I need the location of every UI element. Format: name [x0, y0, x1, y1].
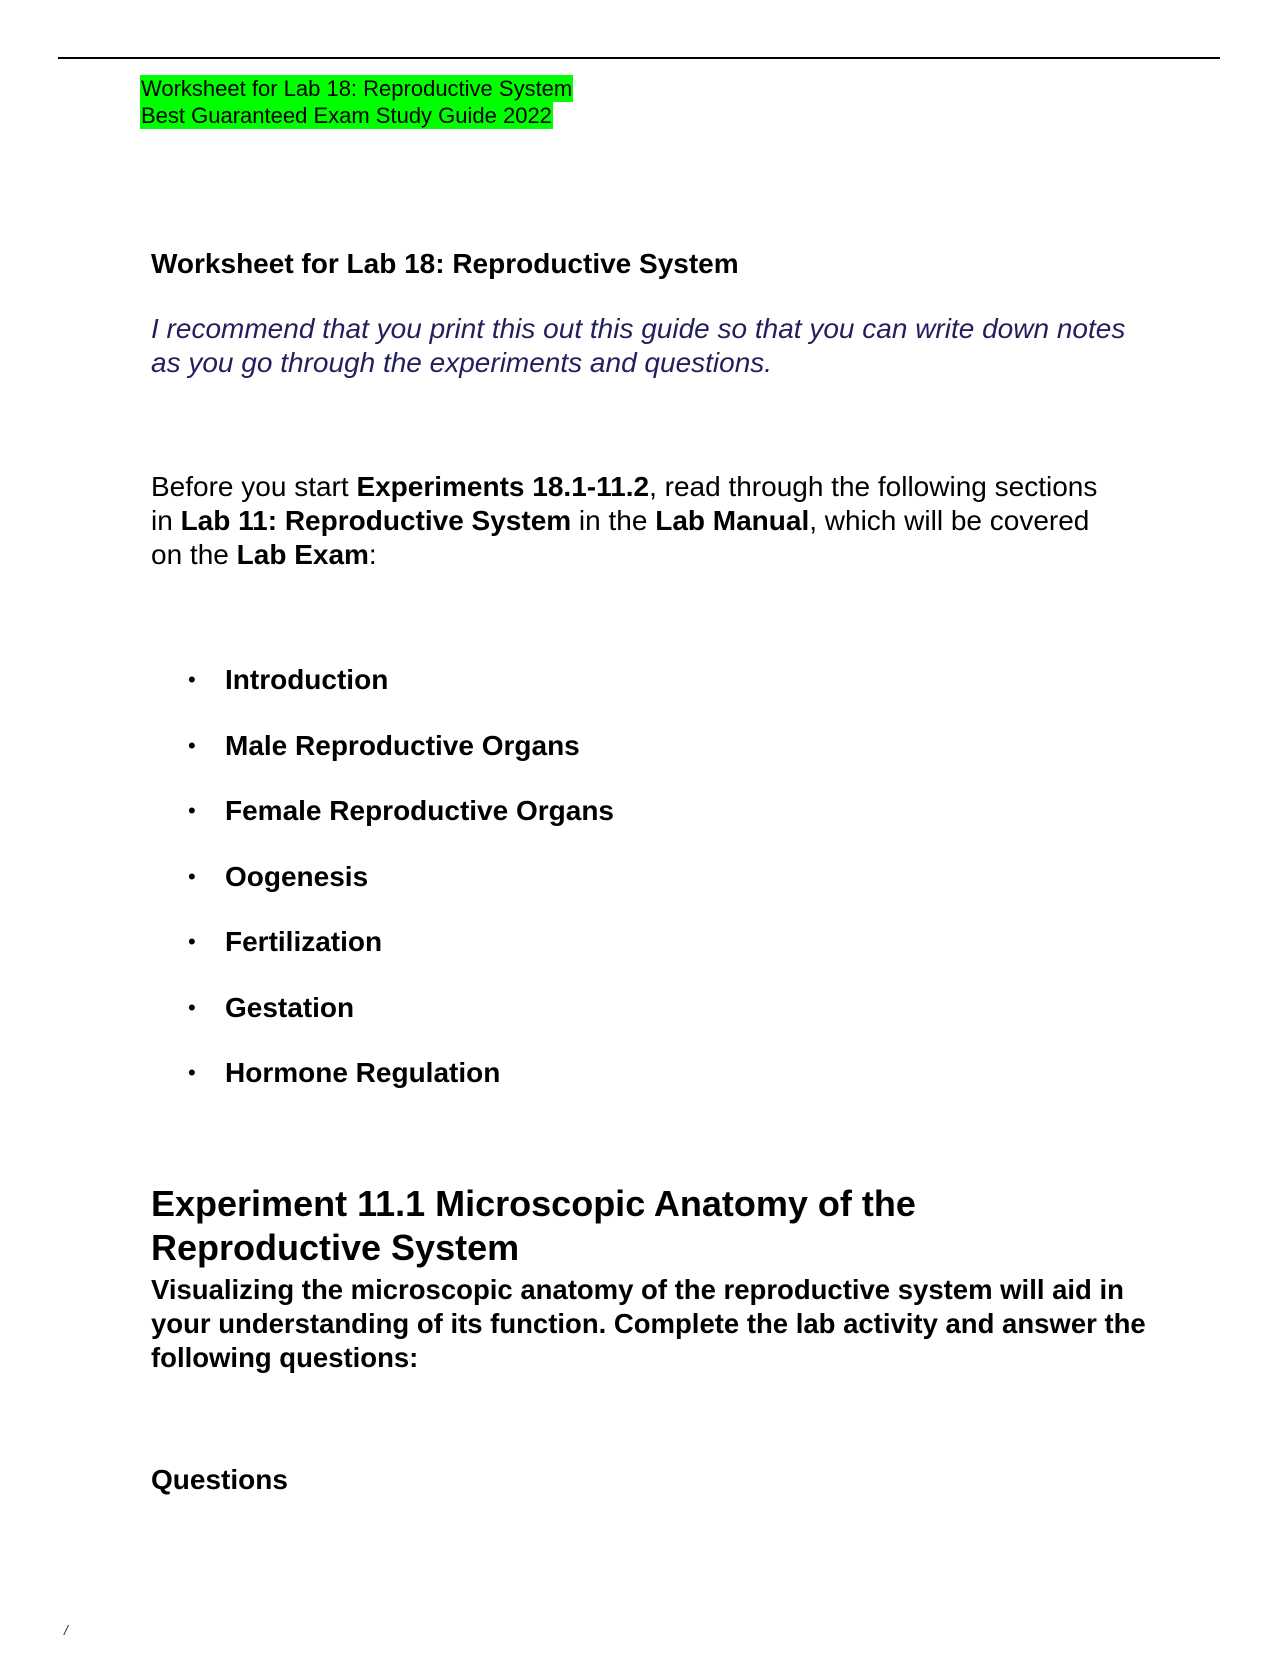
- experiment-heading: Experiment 11.1 Microscopic Anatomy of the Reproductive System: [151, 1183, 916, 1268]
- list-item: [188, 729, 614, 795]
- questions-heading: Questions: [151, 1464, 288, 1495]
- list-item: [188, 925, 614, 991]
- list-item: [188, 991, 614, 1057]
- topic-list: [188, 663, 614, 1122]
- list-item: [188, 794, 614, 860]
- top-rule: [58, 57, 1220, 59]
- bullet-icon: •: [188, 667, 196, 692]
- intro-bold-lab-exam: Lab Exam: [236, 539, 369, 570]
- intro-text-4: , which will be covered on the: [151, 505, 1090, 570]
- header-line-1: Worksheet for Lab 18: Reproductive System: [141, 76, 573, 101]
- topic-label: Male Reproductive Organs: [225, 729, 580, 761]
- experiment-description: Visualizing the microscopic anatomy of the reproductive system will aid in your understanding of its function. Complete the lab activity and answer the following questions:: [151, 1274, 1146, 1373]
- bullet-icon: •: [188, 929, 196, 954]
- list-item: [188, 860, 614, 926]
- list-item: [188, 1056, 614, 1122]
- intro-bold-experiments: Experiments 18.1-11.2: [356, 471, 650, 502]
- list-item: [188, 663, 614, 729]
- intro-text-3: in the: [571, 505, 656, 536]
- bullet-icon: •: [188, 732, 196, 758]
- intro-paragraph: [151, 470, 1111, 572]
- header-line-2: Best Guaranteed Exam Study Guide 2022: [141, 103, 552, 128]
- print-recommendation: I recommend that you print this out this guide so that you can write down notes as you go through the experiments and questions.: [151, 313, 1126, 378]
- topic-label: Gestation: [225, 991, 355, 1023]
- intro-text-2: , read through the following sections in: [151, 471, 1098, 536]
- topic-label: Fertilization: [225, 926, 383, 957]
- bullet-icon: •: [188, 1060, 196, 1085]
- intro-bold-lab: Lab 11: Reproductive System: [180, 505, 572, 536]
- intro-text-1: Before you start: [151, 471, 357, 502]
- page-mark: /: [64, 1622, 68, 1638]
- bullet-icon: •: [188, 863, 196, 889]
- topic-label: Introduction: [225, 664, 389, 695]
- topic-label: Oogenesis: [225, 860, 369, 892]
- document-title: Worksheet for Lab 18: Reproductive System: [151, 248, 739, 279]
- highlighted-header: [140, 75, 573, 129]
- topic-label: Hormone Regulation: [225, 1057, 501, 1088]
- bullet-icon: •: [188, 798, 196, 823]
- bullet-icon: •: [188, 994, 196, 1020]
- topic-label: Female Reproductive Organs: [225, 795, 615, 826]
- intro-bold-lab-manual: Lab Manual: [655, 505, 810, 536]
- intro-text-5: :: [368, 539, 377, 570]
